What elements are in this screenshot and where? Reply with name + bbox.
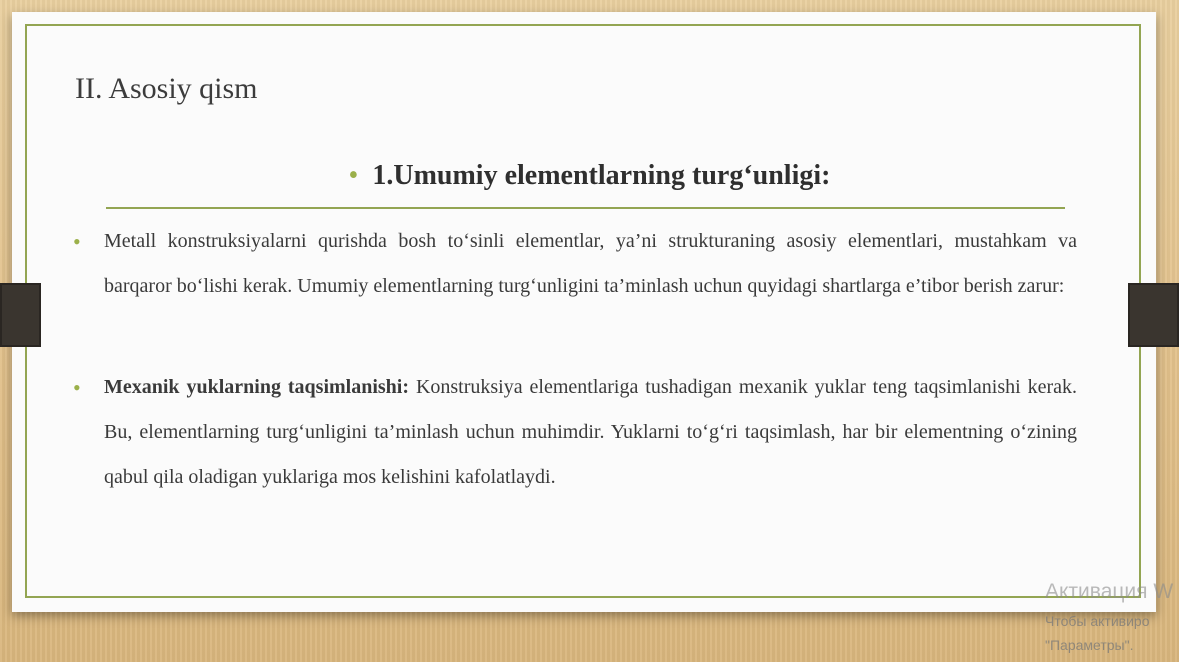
bullet-icon: • (73, 375, 81, 400)
heading-text: 1.Umumiy elementlarning turg‘unligi: (372, 160, 831, 191)
activation-watermark-line: Чтобы активиро (1045, 613, 1150, 629)
section-title: II. Asosiy qism (75, 72, 258, 105)
bullet-icon: • (73, 229, 81, 254)
bullet-paragraph-2 (73, 365, 1078, 500)
heading-bullet-icon: • (348, 160, 359, 191)
activation-watermark-title: Активация W (1045, 580, 1174, 603)
activation-watermark-line: "Параметры". (1045, 637, 1134, 653)
heading-divider (106, 207, 1065, 209)
bullet-text: Metall konstruksiyalarni qurishda bosh to‘sinli elementlar, ya’ni strukturaning asosiy elementlari, mustahkam va barqaror bo‘lishi kerak. Umumiy elementlarning turg‘unligini ta’minlash uchun quyidagi shartlarga e’tibor berish zarur: (104, 230, 1077, 297)
bullet-text: Konstruksiya elementlariga tushadigan mexanik yuklar teng taqsimlanishi kerak. Bu, elementlarning turg‘unligini ta’minlash uchun muhimdir. Yuklarni to‘g‘ri taqsimlash, har bir elementning o‘zining qabul qila oladigan yuklariga mos kelishini kafolatlaydi. (104, 376, 1078, 488)
slide-heading (0, 160, 1179, 192)
previous-slide-tab[interactable] (0, 283, 41, 347)
slide-border-frame (25, 24, 1141, 598)
bullet-paragraph-1 (73, 219, 1077, 309)
bullet-bold-lead: Mexanik yuklarning taqsimlanishi: (104, 376, 410, 398)
next-slide-tab[interactable] (1128, 283, 1179, 347)
